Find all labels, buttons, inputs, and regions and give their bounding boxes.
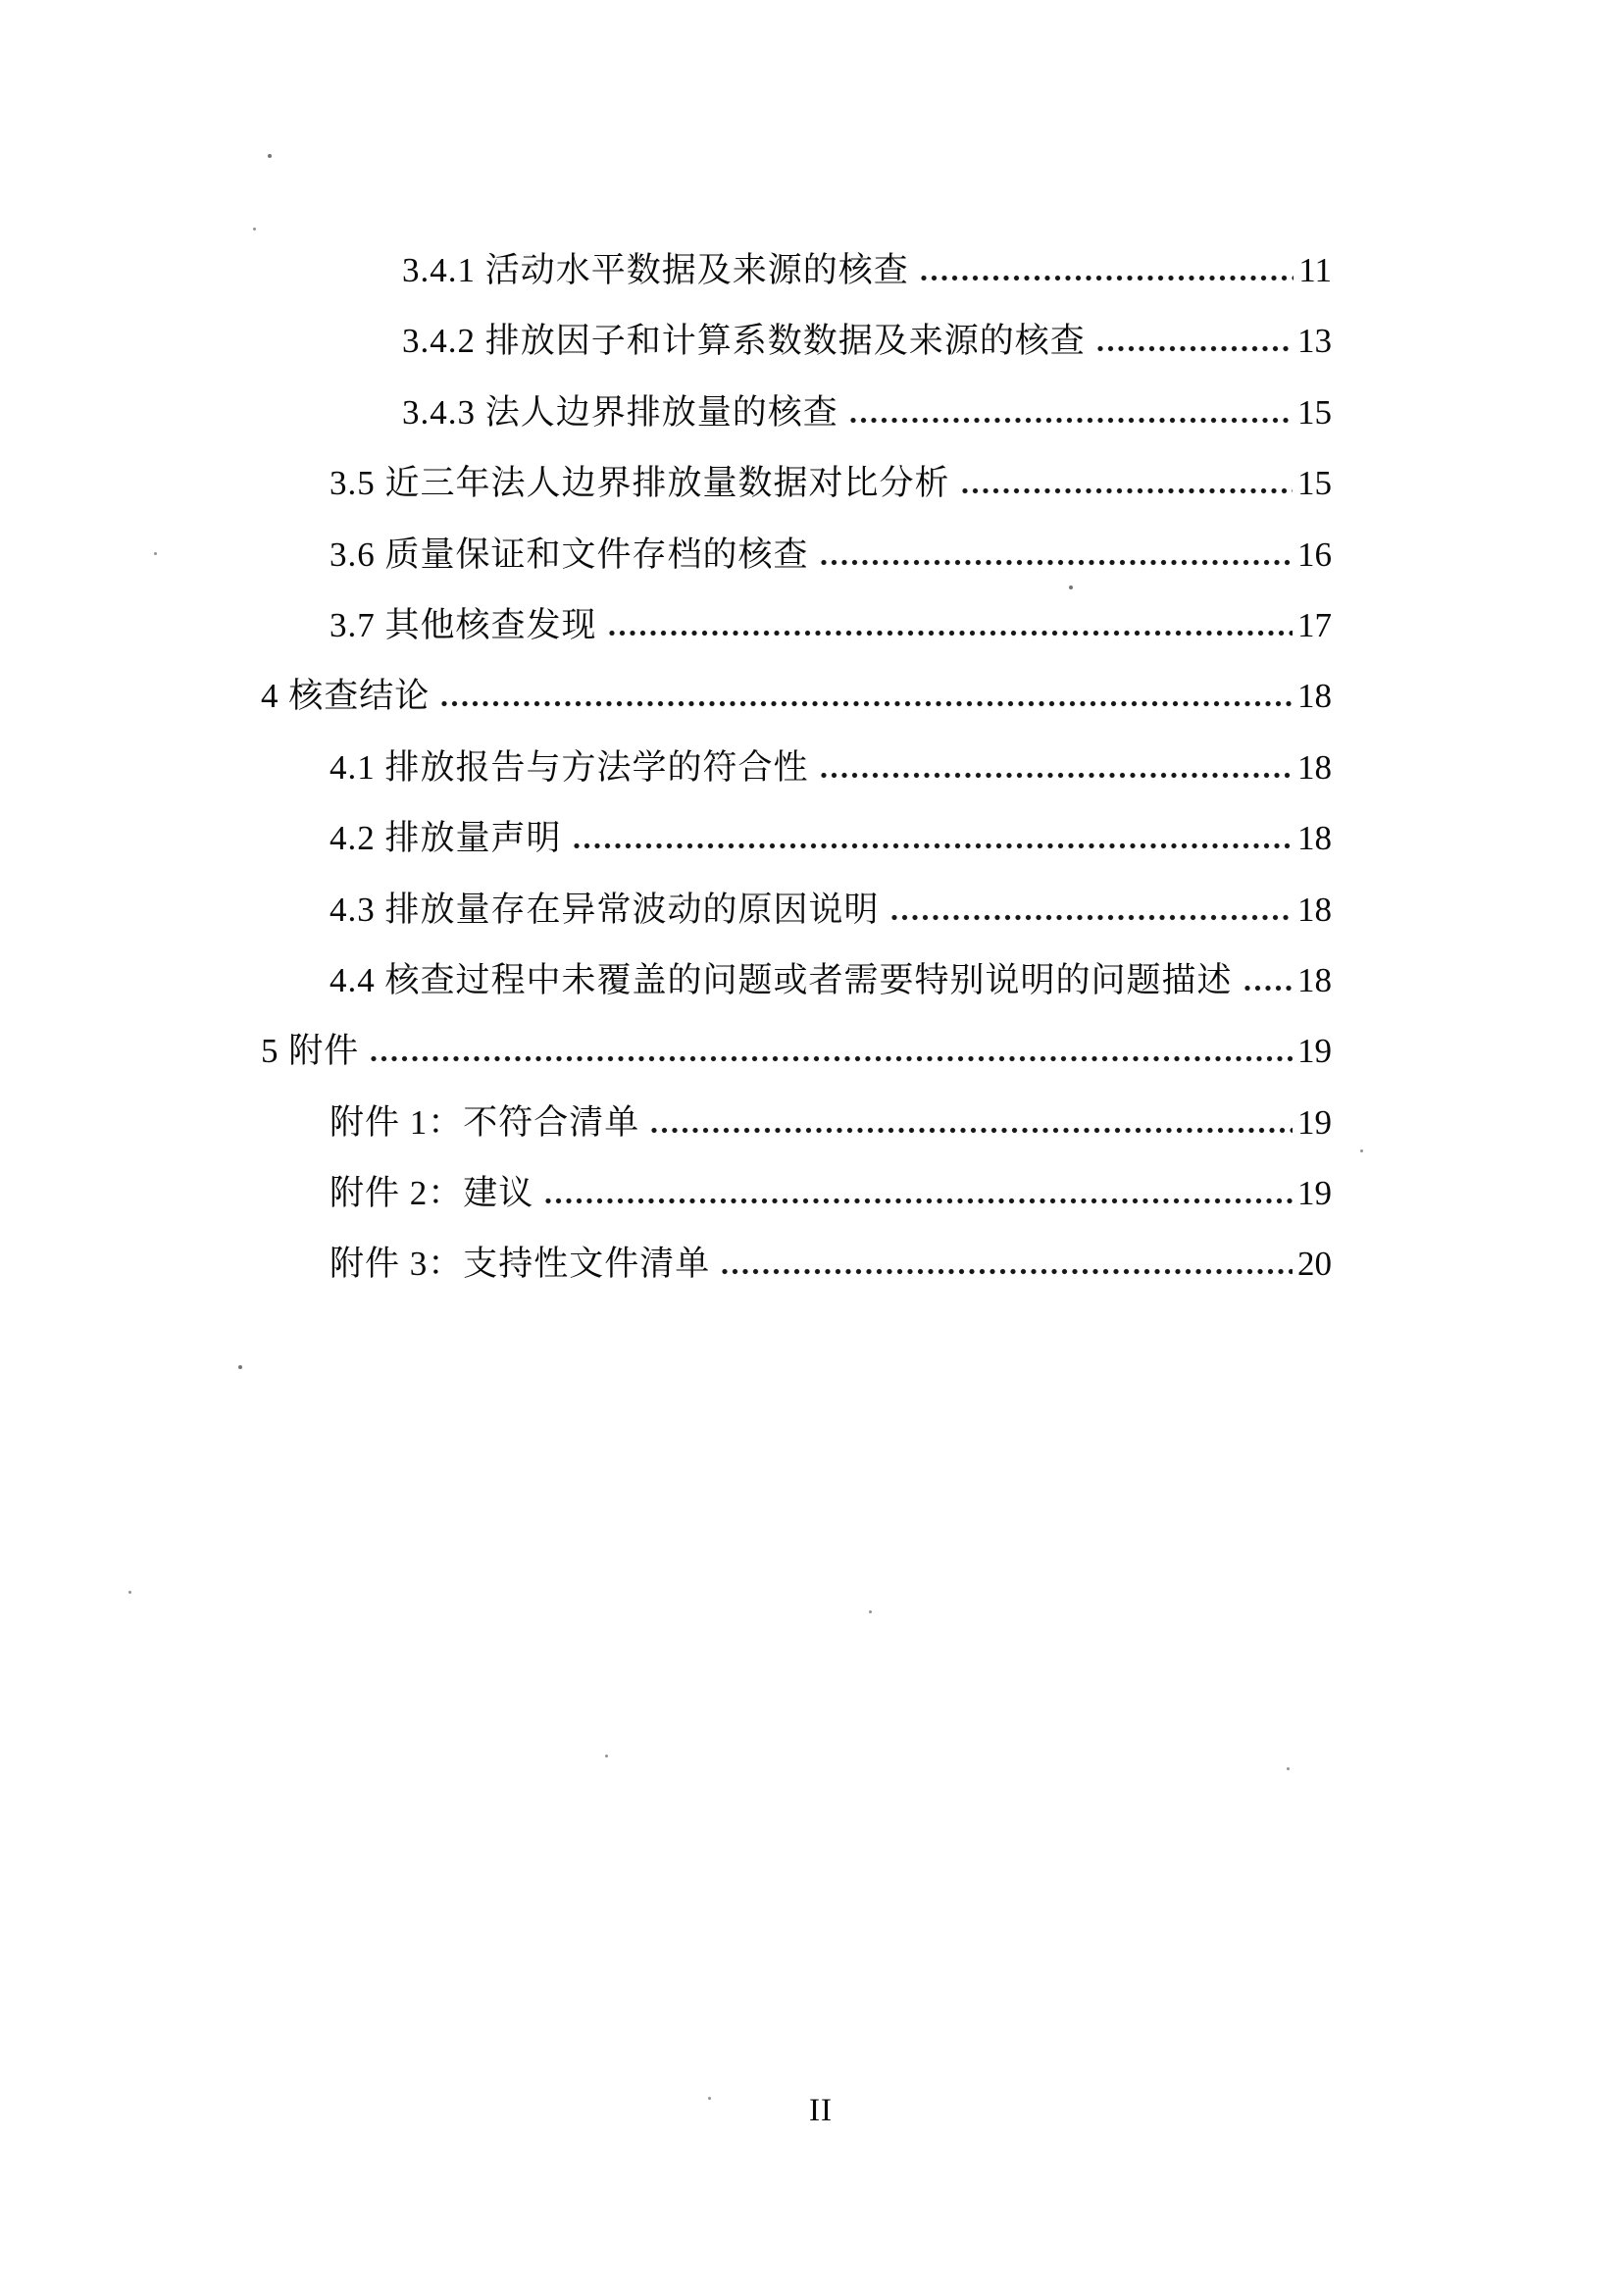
noise-speck xyxy=(869,1610,872,1613)
toc-entry-page: 20 xyxy=(1297,1245,1332,1284)
toc-entry xyxy=(261,875,1332,945)
toc-entry-page: 15 xyxy=(1297,464,1332,503)
dot-leader xyxy=(821,559,1293,566)
toc-entry-label: 3.7 其他核查发现 xyxy=(330,605,597,644)
page-footer xyxy=(0,2093,1624,2129)
noise-speck xyxy=(128,1591,131,1594)
dot-leader xyxy=(574,842,1293,849)
toc-entry-page: 13 xyxy=(1297,322,1332,361)
toc-entry-page: 18 xyxy=(1297,960,1332,999)
noise-speck xyxy=(253,228,256,230)
table-of-contents xyxy=(261,235,1332,1300)
toc-entry-label: 4.2 排放量声明 xyxy=(330,819,562,858)
dot-leader xyxy=(891,914,1293,921)
toc-entry-page: 19 xyxy=(1297,1174,1332,1213)
toc-entry-label: 附件 3：支持性文件清单 xyxy=(330,1245,711,1284)
dot-leader xyxy=(371,1055,1293,1062)
dot-leader xyxy=(651,1127,1293,1134)
dot-leader xyxy=(850,417,1293,424)
noise-speck xyxy=(1069,586,1073,589)
toc-entry xyxy=(261,590,1332,661)
toc-entry xyxy=(261,306,1332,377)
noise-speck xyxy=(1360,1149,1363,1152)
toc-entry xyxy=(261,378,1332,448)
toc-entry-label: 5 附件 xyxy=(261,1032,360,1071)
toc-entry-label: 3.4.3 法人边界排放量的核查 xyxy=(402,392,838,432)
dot-leader xyxy=(821,772,1293,779)
noise-speck xyxy=(1287,1767,1290,1770)
noise-speck xyxy=(605,1755,608,1758)
toc-entry xyxy=(261,661,1332,732)
toc-entry-label: 3.5 近三年法人边界排放量数据对比分析 xyxy=(330,464,950,503)
dot-leader xyxy=(609,630,1293,637)
dot-leader xyxy=(545,1197,1293,1204)
toc-entry-page: 18 xyxy=(1297,819,1332,858)
toc-entry xyxy=(261,1016,1332,1087)
toc-entry-page: 15 xyxy=(1297,392,1332,432)
toc-entry xyxy=(261,945,1332,1016)
toc-entry-page: 16 xyxy=(1297,535,1332,574)
toc-entry xyxy=(261,733,1332,803)
dot-leader xyxy=(1244,985,1293,992)
noise-speck xyxy=(154,552,157,555)
dot-leader xyxy=(962,487,1293,494)
toc-entry-page: 17 xyxy=(1297,605,1332,644)
toc-entry-label: 4.1 排放报告与方法学的符合性 xyxy=(330,747,809,787)
toc-entry xyxy=(261,448,1332,519)
toc-entry-label: 4 核查结论 xyxy=(261,677,431,716)
toc-entry-label: 4.4 核查过程中未覆盖的问题或者需要特别说明的问题描述 xyxy=(330,960,1233,999)
noise-speck xyxy=(268,154,272,158)
footer-page-number: II xyxy=(809,2093,833,2128)
toc-entry-label: 附件 1：不符合清单 xyxy=(330,1102,640,1142)
toc-entry xyxy=(261,1158,1332,1229)
noise-speck xyxy=(708,2097,711,2100)
toc-entry-label: 3.4.1 活动水平数据及来源的核查 xyxy=(402,251,909,289)
toc-entry-page: 18 xyxy=(1297,677,1332,716)
toc-entry-label: 3.6 质量保证和文件存档的核查 xyxy=(330,535,809,574)
toc-entry-page: 18 xyxy=(1297,890,1332,929)
dot-leader xyxy=(921,275,1294,281)
toc-entry-page: 11 xyxy=(1298,251,1332,289)
toc-entry xyxy=(261,235,1332,306)
dot-leader xyxy=(722,1268,1293,1275)
dot-leader xyxy=(1097,345,1293,352)
noise-speck xyxy=(238,1365,242,1369)
toc-entry xyxy=(261,803,1332,874)
toc-entry xyxy=(261,1088,1332,1158)
toc-entry-page: 19 xyxy=(1297,1102,1332,1142)
toc-entry-page: 19 xyxy=(1297,1032,1332,1071)
toc-entry xyxy=(261,520,1332,590)
toc-entry-label: 附件 2：建议 xyxy=(330,1174,534,1213)
toc-entry-label: 4.3 排放量存在异常波动的原因说明 xyxy=(330,890,880,929)
dot-leader xyxy=(441,700,1293,707)
toc-entry-label: 3.4.2 排放因子和计算系数数据及来源的核查 xyxy=(402,322,1086,361)
toc-entry xyxy=(261,1229,1332,1299)
toc-entry-page: 18 xyxy=(1297,747,1332,787)
